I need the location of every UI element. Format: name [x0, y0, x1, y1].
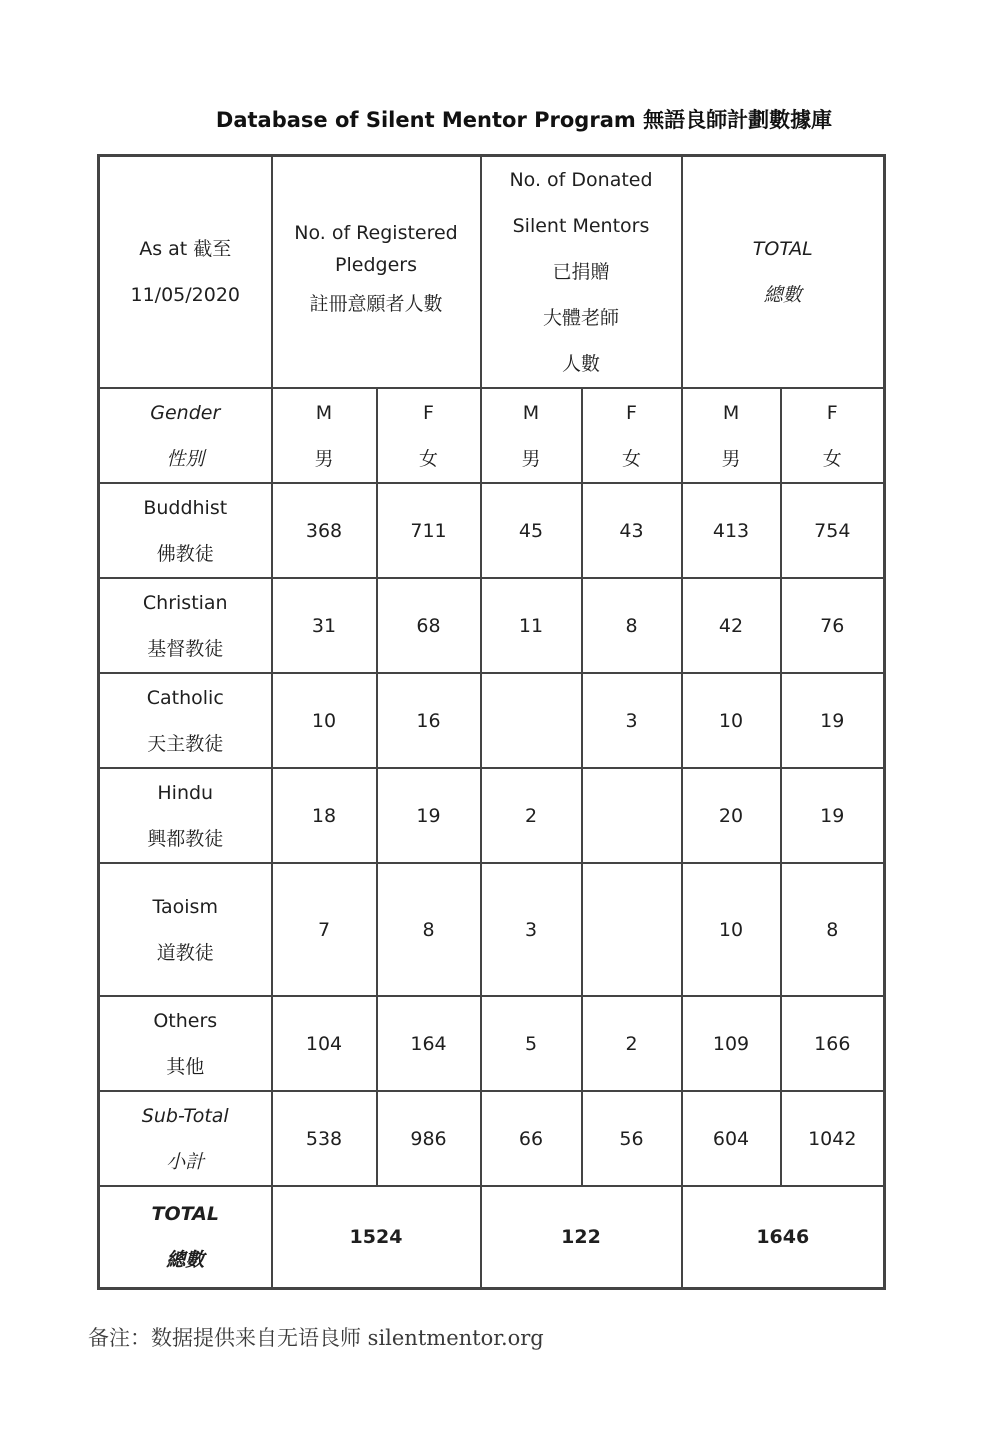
religion-label-en: Catholic: [146, 686, 224, 709]
religion-label-zh: 道教徒: [156, 941, 214, 964]
total-label-cell: [99, 1186, 272, 1288]
gender-m-zh: 男: [721, 447, 741, 470]
donated-m-value: 3: [481, 863, 582, 996]
religion-label-cell: [99, 863, 272, 996]
total-donated-value: 122: [481, 1186, 682, 1288]
registered-pledgers-header: [272, 156, 481, 389]
gender-m-zh: 男: [314, 447, 334, 470]
subtotal-total-m: 604: [682, 1091, 781, 1186]
donated-f-value: [582, 863, 682, 996]
donated-mentors-header: [481, 156, 682, 389]
total-m-value: 10: [682, 673, 781, 768]
registered-header-line: No. of Registered: [294, 222, 458, 244]
registered-m-value: 104: [272, 996, 377, 1091]
as-at-cell: [99, 156, 272, 389]
table-row: [99, 483, 885, 578]
grand-total-value: 1646: [682, 1186, 885, 1288]
religion-label-en: Taoism: [152, 895, 218, 918]
religion-label-en: Hindu: [157, 781, 214, 804]
donated-m-value: 2: [481, 768, 582, 863]
registered-f-value: 164: [377, 996, 481, 1091]
religion-label-zh: 天主教徒: [147, 732, 224, 755]
table-row: [99, 768, 885, 863]
total-f-value: 19: [781, 768, 885, 863]
gender-label-zh: 性別: [166, 447, 205, 470]
subtotal-registered-m: 538: [272, 1091, 377, 1186]
total-label-en: TOTAL: [151, 1202, 219, 1225]
donated-f-value: 43: [582, 483, 682, 578]
as-at-label: As at 截至: [139, 238, 232, 260]
total-m-value: 413: [682, 483, 781, 578]
gender-f-en: F: [626, 401, 637, 424]
total-header: [682, 156, 885, 389]
religion-label-en: Buddhist: [143, 496, 228, 519]
total-registered-value: 1524: [272, 1186, 481, 1288]
total-m-value: 109: [682, 996, 781, 1091]
gender-cell-m: [481, 388, 582, 483]
registered-header-line: 註冊意願者人數: [309, 293, 443, 315]
total-m-value: 20: [682, 768, 781, 863]
registered-m-value: 7: [272, 863, 377, 996]
registered-f-value: 711: [377, 483, 481, 578]
silent-mentor-data-table: [97, 154, 886, 1290]
gender-cell-f: [377, 388, 481, 483]
gender-m-en: M: [315, 401, 333, 424]
religion-label-zh: 興都教徒: [147, 827, 224, 850]
subtotal-label-zh: 小計: [166, 1150, 205, 1173]
gender-cell-f: [582, 388, 682, 483]
donated-m-value: 11: [481, 578, 582, 673]
total-f-value: 76: [781, 578, 885, 673]
total-f-value: 166: [781, 996, 885, 1091]
page-title: Database of Silent Mentor Program 無語良師計劃數據庫: [215, 108, 833, 132]
subtotal-registered-f: 986: [377, 1091, 481, 1186]
gender-cell-f: [781, 388, 885, 483]
gender-f-zh: 女: [822, 447, 842, 470]
religion-label-zh: 基督教徒: [147, 637, 224, 660]
header-row: [99, 156, 885, 389]
religion-label-zh: 佛教徒: [156, 542, 214, 565]
total-label-zh: 總數: [166, 1248, 205, 1271]
donated-f-value: 8: [582, 578, 682, 673]
subtotal-row: [99, 1091, 885, 1186]
registered-m-value: 368: [272, 483, 377, 578]
registered-m-value: 18: [272, 768, 377, 863]
gender-row: [99, 388, 885, 483]
donated-m-value: 45: [481, 483, 582, 578]
subtotal-donated-m: 66: [481, 1091, 582, 1186]
gender-f-en: F: [423, 401, 434, 424]
donated-m-value: 5: [481, 996, 582, 1091]
donated-header-line: Silent Mentors: [512, 215, 650, 237]
total-row: [99, 1186, 885, 1288]
gender-label-en: Gender: [150, 401, 221, 424]
religion-label-cell: [99, 996, 272, 1091]
total-m-value: 42: [682, 578, 781, 673]
religion-label-cell: [99, 578, 272, 673]
total-f-value: 8: [781, 863, 885, 996]
donated-header-line: 大體老師: [543, 307, 620, 329]
donated-f-value: 2: [582, 996, 682, 1091]
gender-f-zh: 女: [622, 447, 642, 470]
table-row: [99, 996, 885, 1091]
religion-label-en: Others: [153, 1009, 218, 1032]
gender-cell-m: [682, 388, 781, 483]
registered-f-value: 68: [377, 578, 481, 673]
gender-cell-m: [272, 388, 377, 483]
religion-label-cell: [99, 768, 272, 863]
gender-f-zh: 女: [418, 447, 438, 470]
gender-m-en: M: [722, 401, 740, 424]
source-footnote: 备注：数据提供来自无语良师 silentmentor.org: [88, 1326, 544, 1350]
donated-header-line: 人數: [562, 353, 601, 375]
subtotal-donated-f: 56: [582, 1091, 682, 1186]
religion-label-cell: [99, 673, 272, 768]
subtotal-label-cell: [99, 1091, 272, 1186]
registered-header-line: Pledgers: [335, 254, 417, 276]
registered-m-value: 31: [272, 578, 377, 673]
donated-header-line: 已捐贈: [552, 261, 610, 283]
gender-f-en: F: [826, 401, 838, 424]
table-row: [99, 673, 885, 768]
subtotal-label-en: Sub-Total: [141, 1104, 229, 1127]
subtotal-total-f: 1042: [781, 1091, 885, 1186]
total-m-value: 10: [682, 863, 781, 996]
registered-f-value: 19: [377, 768, 481, 863]
gender-label-cell: [99, 388, 272, 483]
donated-m-value: [481, 673, 582, 768]
religion-label-cell: [99, 483, 272, 578]
registered-f-value: 8: [377, 863, 481, 996]
total-f-value: 754: [781, 483, 885, 578]
registered-f-value: 16: [377, 673, 481, 768]
total-f-value: 19: [781, 673, 885, 768]
religion-label-en: Christian: [142, 591, 228, 614]
registered-m-value: 10: [272, 673, 377, 768]
gender-m-en: M: [522, 401, 540, 424]
total-header-line: TOTAL: [752, 238, 813, 260]
donated-header-line: No. of Donated: [509, 169, 653, 191]
donated-f-value: 3: [582, 673, 682, 768]
as-at-date: 11/05/2020: [130, 284, 240, 306]
table-row: [99, 863, 885, 996]
religion-label-zh: 其他: [166, 1055, 205, 1078]
donated-f-value: [582, 768, 682, 863]
total-header-line: 總數: [763, 284, 802, 306]
gender-m-zh: 男: [521, 447, 541, 470]
table-row: [99, 578, 885, 673]
